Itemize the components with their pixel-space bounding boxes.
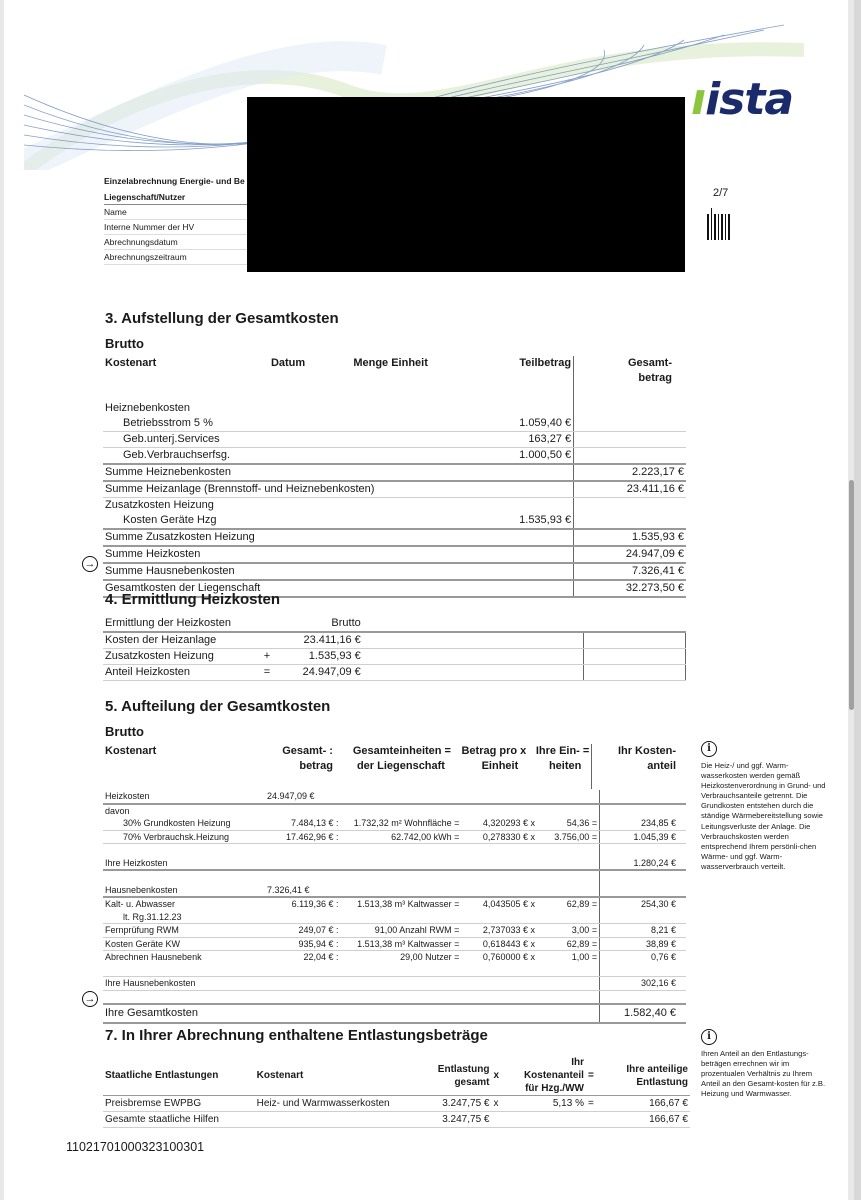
table-row: Hausnebenkosten 7.326,41 € [103, 884, 686, 898]
section-4-title: 4. Ermittlung Heizkosten [105, 591, 281, 608]
col-teilbetrag: Teilbetrag [519, 357, 572, 369]
table-row: Kalt- u. Abwasser 6.119,36 € : 1.513,38 m³ Kaltwasser = 4,043505 € x 62,89 = 254,30 € [103, 897, 686, 911]
subtotal-row: Ihre Heizkosten 1.280,24 € [103, 857, 686, 871]
header-field-date: Abrechnungsdatum [104, 237, 247, 250]
info-note-cost-split: i Die Heiz-/ und ggf. Warm-wasserkosten werden gemäß Heizkostenverordnung in Grund- und Verbrauchsanteile getrennt. Die Grundkosten entstehen durch die ständige Wärmebereitstellung sowie Leitungsverluste der Anlage. Die Verbrauchskosten werden entsprechend Ihrem persönli-chen Wärme- und ggf. Warm-wasserverbrauch verteilt. [701, 743, 826, 871]
col-gesamtbetrag: Gesamt- betrag [574, 356, 686, 386]
info-note-relief: i Ihren Anteil an den Entlastungs-beträgen errechnen wir im prozentualen Verhältnis zu Ihrem Anteil an den Gesamt-kosten für z.B. Heizung und Warmwasser. [701, 1031, 826, 1099]
info-icon: i [701, 741, 717, 757]
redacted-area [247, 97, 685, 272]
info-icon: i [701, 1029, 717, 1045]
total-row: Gesamtkosten der Liegenschaft 32.273,50 € [103, 580, 686, 597]
table-row: Kosten Geräte Hzg 1.535,93 € [103, 513, 686, 529]
table-row: Geb.Verbrauchserfsg. 1.000,50 € [103, 448, 686, 465]
document-id: 11021701000323100301 [66, 1140, 205, 1154]
table-row: Summe Hausnebenkosten 7.326,41 € [103, 563, 686, 580]
table-row: Summe Zusatzkosten Heizung 1.535,93 € [103, 529, 686, 546]
table-row: Gesamte staatliche Hilfen 3.247,75 € 166,67 € [103, 1112, 690, 1128]
document-title: Einzelabrechnung Energie- und Be [104, 176, 245, 186]
table-row: Preisbremse EWPBG Heiz- und Warmwasserkosten 3.247,75 € x 5,13 % = 166,67 € [103, 1096, 690, 1112]
col-kostenart: Kostenart [105, 357, 157, 369]
col-datum: Datum [270, 357, 306, 369]
table-row: Summe Heizanlage (Brennstoff- und Heiznebenkosten) 23.411,16 € [103, 481, 686, 498]
section-3-subtitle: Brutto [105, 336, 144, 351]
table-row: Heiznebenkosten [103, 401, 686, 416]
subtotal-row: Ihre Hausnebenkosten 302,16 € [103, 977, 686, 991]
section-3-title: 3. Aufstellung der Gesamtkosten [105, 310, 339, 327]
table-row: Kosten Geräte KW 935,94 € : 1.513,38 m³ Kaltwasser = 0,618443 € x 62,89 = 38,89 € [103, 937, 686, 951]
table-row: Summe Heizkosten 24.947,09 € [103, 546, 686, 563]
table-row: Kosten der Heizanlage 23.411,16 € [103, 632, 686, 649]
table-row: 30% Grundkosten Heizung 7.484,13 € : 1.732,32 m² Wohnfläche = 4,320293 € x 54,36 = 234,85 € [103, 817, 686, 830]
table-row: Heizkosten 24.947,09 € [103, 790, 686, 804]
arrow-right-circle-icon: → [82, 991, 98, 1007]
viewer-edge [854, 0, 861, 1200]
header-field-hv-number: Interne Nummer der HV [104, 222, 247, 235]
table-row: davon [103, 804, 686, 818]
document-page [4, 0, 848, 1200]
arrow-right-circle-icon: → [82, 556, 98, 572]
section-7-title: 7. In Ihrer Abrechnung enthaltene Entlastungsbeträge [105, 1027, 488, 1044]
barcode-icon [707, 208, 730, 240]
total-row: Ihre Gesamtkosten 1.582,40 € [103, 1004, 686, 1023]
section-7-table: Staatliche Entlastungen Kostenart Entlastung gesamt x Ihr Kostenanteil für Hzg./WW = Ihre anteilige Entlastung Preisbremse EWPBG Heiz- und Warmwasserkosten 3.247,75 € x 5,13 % = 166,67 € Gesamte staatliche Hilfen 3.247,75 € 166,67 € [103, 1056, 690, 1128]
section-5-title: 5. Aufteilung der Gesamtkosten [105, 698, 331, 715]
col-menge: Menge Einheit [353, 357, 428, 369]
section-4-table: Ermittlung der Heizkosten Brutto Kosten der Heizanlage 23.411,16 € Zusatzkosten Heizung + 1.535,93 € Anteil Heizkosten = 24.947,09 € [103, 616, 686, 681]
table-row: Anteil Heizkosten = 24.947,09 € [103, 665, 686, 681]
section-5-table [103, 790, 686, 1024]
vertical-scrollbar[interactable] [849, 480, 854, 710]
header-subtitle: Liegenschaft/Nutzer [104, 192, 247, 205]
table-row: Betriebsstrom 5 % 1.059,40 € [103, 416, 686, 432]
header-field-period: Abrechnungszeitraum [104, 252, 247, 265]
section-5-header: Kostenart Gesamt- : betrag Gesamteinheiten = der Liegenschaft Betrag pro x Einheit Ihre Ein- = heiten Ihr Kosten- anteil [103, 744, 686, 789]
table-row: Geb.unterj.Services 163,27 € [103, 432, 686, 448]
section-5-subtitle: Brutto [105, 724, 144, 739]
table-row: Zusatzkosten Heizung [103, 498, 686, 514]
table-row: Zusatzkosten Heizung + 1.535,93 € [103, 649, 686, 665]
ista-logo: ıista [691, 74, 794, 125]
table-row: 70% Verbrauchsk.Heizung 17.462,96 € : 62.742,00 kWh = 0,278330 € x 3.756,00 = 1.045,39 € [103, 830, 686, 844]
header-field-name: Name [104, 207, 247, 220]
table-row: lt. Rg.31.12.23 [103, 911, 686, 924]
table-row: Fernprüfung RWM 249,07 € : 91,00 Anzahl RWM = 2,737033 € x 3,00 = 8,21 € [103, 924, 686, 938]
table-row: Abrechnen Hausnebenk 22,04 € : 29,00 Nutzer = 0,760000 € x 1,00 = 0,76 € [103, 951, 686, 964]
page-indicator: 2/7 [713, 187, 729, 199]
table-row: Summe Heiznebenkosten 2.223,17 € [103, 464, 686, 481]
section-3-table [103, 356, 686, 598]
